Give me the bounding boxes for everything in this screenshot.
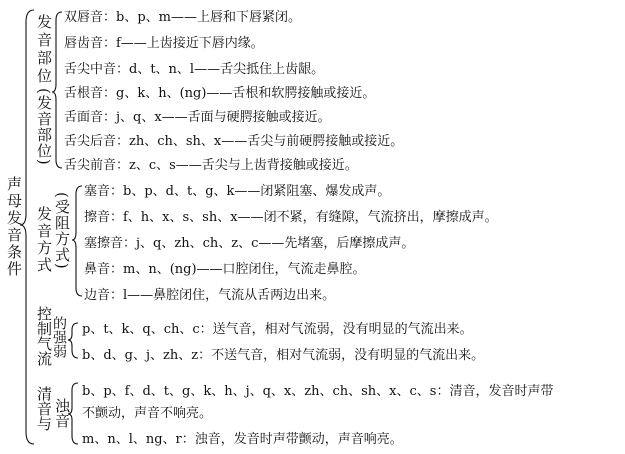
voicing-title-b <box>54 398 69 428</box>
place-item-2: 唇齿音：f——上齿接近下唇内缘。 <box>64 36 264 51</box>
voicing-title-a <box>36 386 51 431</box>
airflow-title-b <box>52 316 66 358</box>
manner-title-b-text: (受阻方式) <box>53 192 71 270</box>
place-item-5: 舌面音：j、q、x——舌面与硬腭接触或接近。 <box>64 110 331 125</box>
place-bracket <box>52 12 62 168</box>
manner-item-1: 塞音：b、p、d、t、g、k——闭紧阻塞、爆发成声。 <box>84 184 391 199</box>
manner-title-a-text: 发音方式 <box>35 206 53 274</box>
manner-title-a <box>36 206 51 274</box>
place-item-7: 舌尖前音：z、c、s——舌尖与上齿背接触或接近。 <box>64 158 358 173</box>
voicing-item-1: b、p、f、d、t、g、k、h、j、q、x、zh、ch、sh、x、c、s：清音，发音时声带 <box>82 384 554 399</box>
voicing-title-b-text: 浊音 <box>53 398 71 428</box>
place-item-6: 舌尖后音：zh、ch、sh、x——舌尖与前硬腭接触或接近。 <box>64 134 404 149</box>
airflow-item-1: p、t、k、q、ch、c：送气音，相对气流弱，没有明显的气流出来。 <box>82 322 473 337</box>
voicing-item-2: m、n、l、ng、r：浊音，发音时声带颤动，声音响亮。 <box>82 432 403 447</box>
voicing-title-a-text: 清音与 <box>35 386 53 431</box>
place-title-b <box>36 88 51 166</box>
manner-item-4: 鼻音：m、n、(ng)——口腔闭住，气流走鼻腔。 <box>84 262 366 277</box>
manner-item-2: 擦音：f、h、x、s、sh、x——闭不紧，有缝隙，气流挤出，摩擦成声。 <box>84 210 498 225</box>
place-item-3: 舌尖中音：d、t、n、l——舌尖抵住上齿龈。 <box>64 62 325 77</box>
place-title-b-text: (发音部位) <box>35 88 53 166</box>
airflow-item-2: b、d、g、j、zh、z：不送气音，相对气流弱，没有明显的气流出来。 <box>82 348 485 363</box>
airflow-title-a <box>36 306 51 366</box>
voicing-item-1-cont: 不颤动，声音不响亮。 <box>82 406 213 421</box>
place-item-4: 舌根音：g、k、h、(ng)——舌根和软腭接触或接近。 <box>64 86 376 101</box>
manner-item-5: 边音：l——鼻腔闭住，气流从舌两边出来。 <box>84 288 336 303</box>
root-title <box>6 176 21 278</box>
place-item-1: 双唇音：b、p、m——上唇和下唇紧闭。 <box>64 10 301 25</box>
place-title-a <box>36 14 51 86</box>
manner-bracket <box>72 186 82 296</box>
root-title-text: 声母发音条件 <box>5 176 23 278</box>
manner-title-b <box>54 192 69 270</box>
airflow-bracket <box>68 323 78 358</box>
manner-item-3: 塞擦音：j、q、zh、ch、z、c——先堵塞，后摩擦成声。 <box>84 236 415 251</box>
place-title-a-text: 发音部位 <box>35 14 53 86</box>
airflow-title-a-text: 控制气流 <box>35 306 53 366</box>
airflow-title-b-text: 的强弱 <box>51 316 67 358</box>
